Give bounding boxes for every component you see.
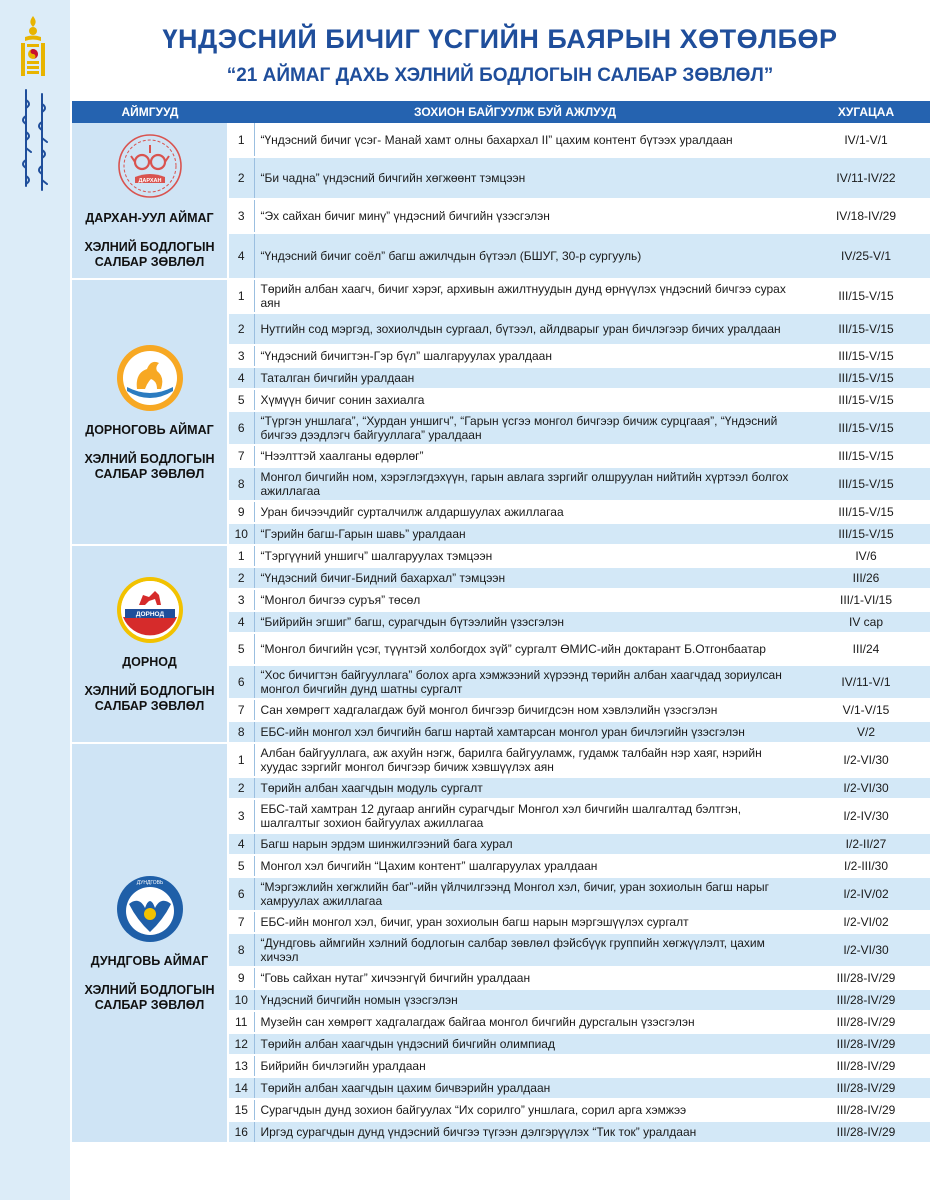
activity-cell: Бийрийн бичлэгийн уралдаан xyxy=(254,1055,802,1077)
darkhan-emblem-text: ДАРХАН xyxy=(138,178,161,184)
row-number: 8 xyxy=(228,467,254,501)
date-cell: IV/25-V/1 xyxy=(802,233,930,279)
date-cell: III/28-IV/29 xyxy=(802,1055,930,1077)
aimag-cell xyxy=(72,545,228,743)
activity-cell: “Монгол бичгийн үсэг, түүнтэй холбогдох зүй” сургалт ӨМИС-ийн доктарант Б.Отгонбаатар xyxy=(254,633,802,665)
aimag-cell xyxy=(72,279,228,545)
row-number: 8 xyxy=(228,933,254,967)
row-number: 7 xyxy=(228,445,254,467)
table-row xyxy=(72,279,930,313)
date-cell: V/2 xyxy=(802,721,930,743)
row-number: 2 xyxy=(228,567,254,589)
date-cell: I/2-VI/30 xyxy=(802,777,930,799)
soyombo-emblem-icon xyxy=(16,14,50,78)
date-cell: IV/1-V/1 xyxy=(802,123,930,157)
column-header-date: ХУГАЦАА xyxy=(802,101,930,123)
dornogovi-emblem-icon xyxy=(115,343,185,413)
date-cell: III/15-V/15 xyxy=(802,501,930,523)
activity-cell: “Монгол бичгээ суръя” төсөл xyxy=(254,589,802,611)
row-number: 11 xyxy=(228,1011,254,1033)
row-number: 12 xyxy=(228,1033,254,1055)
table-body xyxy=(72,123,930,1143)
row-number: 7 xyxy=(228,911,254,933)
column-header-aimag: АЙМГУУД xyxy=(72,101,228,123)
date-cell: I/2-II/27 xyxy=(802,833,930,855)
activity-cell: “Хос бичигтэн байгууллага” болох арга хэмжээний хүрээнд төрийн албан хаагчдад зориулсан монгол бичгийн дунд шатны сургалт xyxy=(254,665,802,699)
row-number: 6 xyxy=(228,665,254,699)
aimag-name: ДОРНОГОВЬ АЙМАГ xyxy=(85,422,214,437)
activity-cell: ЕБС-тай хамтран 12 дугаар ангийн сурагчдыг Монгол хэл бичгийн шалгалтад бэлтгэн, шалгалтыг зохион байгуулах ажиллагаа xyxy=(254,799,802,833)
row-number: 5 xyxy=(228,389,254,411)
activity-cell: “Би чадна” үндэсний бичгийн хөгжөөнт тэмцээн xyxy=(254,157,802,199)
left-sidebar xyxy=(0,0,70,1200)
page-title: ҮНДЭСНИЙ БИЧИГ ҮСГИЙН БАЯРЫН ХӨТӨЛБӨР xyxy=(162,24,838,54)
activity-cell: “Бийрийн эгшиг” багш, сурагчдын бүтээлийн үзэсгэлэн xyxy=(254,611,802,633)
activity-cell: Төрийн албан хаагчдын модуль сургалт xyxy=(254,777,802,799)
row-number: 10 xyxy=(228,523,254,545)
dornod-emblem-icon xyxy=(115,575,185,645)
activity-cell: Нутгийн сод мэргэд, зохиолчдын сургаал, бүтээл, айлдварыг уран бичлэгээр бичих уралдаан xyxy=(254,313,802,345)
activity-cell: “Дундговь аймгийн хэлний бодлогын салбар зөвлөл фэйсбүүк группийн хөгжүүлэлт, цахим хичээл xyxy=(254,933,802,967)
row-number: 13 xyxy=(228,1055,254,1077)
aimag-name: ДОРНОД xyxy=(122,654,177,669)
date-cell: III/15-V/15 xyxy=(802,411,930,445)
aimag-name: ДАРХАН-УУЛ АЙМАГ xyxy=(85,211,214,225)
activity-cell: Багш нарын эрдэм шинжилгээний бага хурал xyxy=(254,833,802,855)
row-number: 15 xyxy=(228,1099,254,1121)
row-number: 14 xyxy=(228,1077,254,1099)
column-header-activities: ЗОХИОН БАЙГУУЛЖ БУЙ АЖЛУУД xyxy=(228,101,802,123)
date-cell: III/28-IV/29 xyxy=(802,989,930,1011)
date-cell: IV/6 xyxy=(802,545,930,567)
row-number: 3 xyxy=(228,199,254,233)
activity-cell: Хүмүүн бичиг сонин захиалга xyxy=(254,389,802,411)
date-cell: III/1-VI/15 xyxy=(802,589,930,611)
date-cell: III/28-IV/29 xyxy=(802,1099,930,1121)
row-number: 3 xyxy=(228,589,254,611)
activity-cell: ЕБС-ийн монгол хэл, бичиг, уран зохиолын багш нарын мэргэшүүлэх сургалт xyxy=(254,911,802,933)
row-number: 5 xyxy=(228,633,254,665)
darkhan-uul-emblem-icon xyxy=(115,131,185,201)
council-name: ХЭЛНИЙ БОДЛОГЫН САЛБАР ЗӨВЛӨЛ xyxy=(84,982,215,1012)
date-cell: III/15-V/15 xyxy=(802,445,930,467)
date-cell: IV/11-IV/22 xyxy=(802,157,930,199)
row-number: 1 xyxy=(228,279,254,313)
row-number: 3 xyxy=(228,799,254,833)
table-header-row xyxy=(72,101,930,123)
date-cell: III/15-V/15 xyxy=(802,389,930,411)
activity-cell: “Үндэсний бичиг соёл” багш ажилчдын бүтээл (БШУГ, 30-р сургууль) xyxy=(254,233,802,279)
row-number: 3 xyxy=(228,345,254,367)
date-cell: III/28-IV/29 xyxy=(802,1033,930,1055)
activity-cell: Уран бичээчдийг сурталчилж алдаршуулах ажиллагаа xyxy=(254,501,802,523)
activity-cell: Монгол бичгийн ном, хэрэглэгдэхүүн, гарын авлага зэргийг олшруулан нийтийн хүртээл болгох ажиллагаа xyxy=(254,467,802,501)
activity-cell: Төрийн албан хаагч, бичиг хэрэг, архивын ажилтнуудын дунд өрнүүлэх үндэсний бичгээ сурах аян xyxy=(254,279,802,313)
date-cell: III/28-IV/29 xyxy=(802,1011,930,1033)
council-name: ХЭЛНИЙ БОДЛОГЫН САЛБАР ЗӨВЛӨЛ xyxy=(84,683,215,713)
date-cell: I/2-IV/02 xyxy=(802,877,930,911)
row-number: 1 xyxy=(228,743,254,777)
activity-cell: “Эх сайхан бичиг минү” үндэсний бичгийн үзэсгэлэн xyxy=(254,199,802,233)
table-row xyxy=(72,545,930,567)
activity-cell: “Гэрийн багш-Гарын шавь” уралдаан xyxy=(254,523,802,545)
activity-cell: “Тэргүүний уншигч” шалгаруулах тэмцээн xyxy=(254,545,802,567)
table-row xyxy=(72,123,930,157)
row-number: 2 xyxy=(228,313,254,345)
date-cell: III/15-V/15 xyxy=(802,345,930,367)
council-name: ХЭЛНИЙ БОДЛОГЫН САЛБАР ЗӨВЛӨЛ xyxy=(84,451,215,481)
activity-cell: Төрийн албан хаагчдын цахим бичвэрийн уралдаан xyxy=(254,1077,802,1099)
row-number: 7 xyxy=(228,699,254,721)
row-number: 1 xyxy=(228,545,254,567)
activity-cell: “Үндэсний бичигтэн-Гэр бүл” шалгаруулах уралдаан xyxy=(254,345,802,367)
date-cell: I/2-VI/30 xyxy=(802,743,930,777)
activity-cell: ЕБС-ийн монгол хэл бичгийн багш нартай хамтарсан монгол уран бичлэгийн үзэсгэлэн xyxy=(254,721,802,743)
date-cell: III/15-V/15 xyxy=(802,367,930,389)
activity-cell: Үндэсний бичгийн номын үзэсгэлэн xyxy=(254,989,802,1011)
aimag-cell xyxy=(72,743,228,1143)
activity-cell: “Түргэн уншлага”, “Хурдан уншигч”, “Гарын үсгээ монгол бичгээр бичиж сурцгаая”, “Үндэсний бичгээ дээдлэгч байгууллага” уралдаан xyxy=(254,411,802,445)
date-cell: I/2-VI/02 xyxy=(802,911,930,933)
dornod-emblem-text: ДОРНОД xyxy=(135,610,164,618)
council-name: ХЭЛНИЙ БОДЛОГЫН САЛБАР ЗӨВЛӨЛ xyxy=(84,240,215,269)
activity-cell: Монгол хэл бичгийн “Цахим контент” шалгаруулах уралдаан xyxy=(254,855,802,877)
activity-cell: “Мэргэжлийн хөгжлийн баг”-ийн үйлчилгээнд Монгол хэл, бичиг, уран зохиолын багш нарыг хамруулах ажиллагаа xyxy=(254,877,802,911)
date-cell: III/24 xyxy=(802,633,930,665)
mongol-script-motto-icon xyxy=(14,86,56,196)
row-number: 4 xyxy=(228,367,254,389)
activity-cell: Сурагчдын дунд зохион байгуулах “Их сорилго” уншлага, сорил арга хэмжээ xyxy=(254,1099,802,1121)
date-cell: I/2-III/30 xyxy=(802,855,930,877)
row-number: 1 xyxy=(228,123,254,157)
program-table-container xyxy=(72,101,930,1144)
row-number: 6 xyxy=(228,877,254,911)
date-cell: III/15-V/15 xyxy=(802,279,930,313)
activity-cell: Албан байгууллага, аж ахуйн нэгж, барилга байгууламж, гудамж талбайн нэр хаяг, нэрийн хуудас зэргийг монгол бичгээр бичиж хэвшүүлэх аян xyxy=(254,743,802,777)
aimag-cell xyxy=(72,123,228,279)
date-cell: III/26 xyxy=(802,567,930,589)
date-cell: III/28-IV/29 xyxy=(802,1121,930,1143)
date-cell: III/15-V/15 xyxy=(802,313,930,345)
activity-cell: “Үндэсний бичиг үсэг- Манай хамт олны бахархал II” цахим контент бүтээх уралдаан xyxy=(254,123,802,157)
date-cell: IV/11-V/1 xyxy=(802,665,930,699)
row-number: 5 xyxy=(228,855,254,877)
activity-cell: Музейн сан хөмрөгт хадгалагдаж байгаа монгол бичгийн дурсгалын үзэсгэлэн xyxy=(254,1011,802,1033)
activity-cell: Иргэд сурагчдын дунд үндэсний бичгээ түгээн дэлгэрүүлэх “Тик ток” уралдаан xyxy=(254,1121,802,1143)
aimag-name: ДУНДГОВЬ АЙМАГ xyxy=(90,953,209,968)
date-cell: I/2-VI/30 xyxy=(802,933,930,967)
row-number: 10 xyxy=(228,989,254,1011)
date-cell: I/2-IV/30 xyxy=(802,799,930,833)
date-cell: IV сар xyxy=(802,611,930,633)
date-cell: III/15-V/15 xyxy=(802,467,930,501)
activity-cell: Сан хөмрөгт хадгалагдаж буй монгол бичгээр бичигдсэн ном хэвлэлийн үзэсгэлэн xyxy=(254,699,802,721)
date-cell: IV/18-IV/29 xyxy=(802,199,930,233)
row-number: 2 xyxy=(228,157,254,199)
row-number: 4 xyxy=(228,611,254,633)
dundgovi-emblem-text: ДУНДГОВЬ xyxy=(136,879,163,886)
row-number: 4 xyxy=(228,233,254,279)
date-cell: III/28-IV/29 xyxy=(802,1077,930,1099)
activity-cell: “Нээлттэй хаалганы өдөрлөг” xyxy=(254,445,802,467)
row-number: 9 xyxy=(228,501,254,523)
table-row xyxy=(72,743,930,777)
header xyxy=(70,0,930,87)
activity-cell: “Үндэсний бичиг-Бидний бахархал” тэмцээн xyxy=(254,567,802,589)
activity-cell: “Говь сайхан нутаг” хичээнгүй бичгийн уралдаан xyxy=(254,967,802,989)
row-number: 8 xyxy=(228,721,254,743)
row-number: 9 xyxy=(228,967,254,989)
activity-cell: Төрийн албан хаагчдын үндэсний бичгийн олимпиад xyxy=(254,1033,802,1055)
row-number: 2 xyxy=(228,777,254,799)
dundgovi-emblem-icon xyxy=(115,874,185,944)
date-cell: III/15-V/15 xyxy=(802,523,930,545)
program-table xyxy=(72,101,930,1144)
date-cell: V/1-V/15 xyxy=(802,699,930,721)
row-number: 4 xyxy=(228,833,254,855)
date-cell: III/28-IV/29 xyxy=(802,967,930,989)
activity-cell: Таталган бичгийн уралдаан xyxy=(254,367,802,389)
row-number: 6 xyxy=(228,411,254,445)
row-number: 16 xyxy=(228,1121,254,1143)
page-subtitle: “21 АЙМАГ ДАХЬ ХЭЛНИЙ БОДЛОГЫН САЛБАР ЗӨВЛӨЛ” xyxy=(226,65,774,86)
